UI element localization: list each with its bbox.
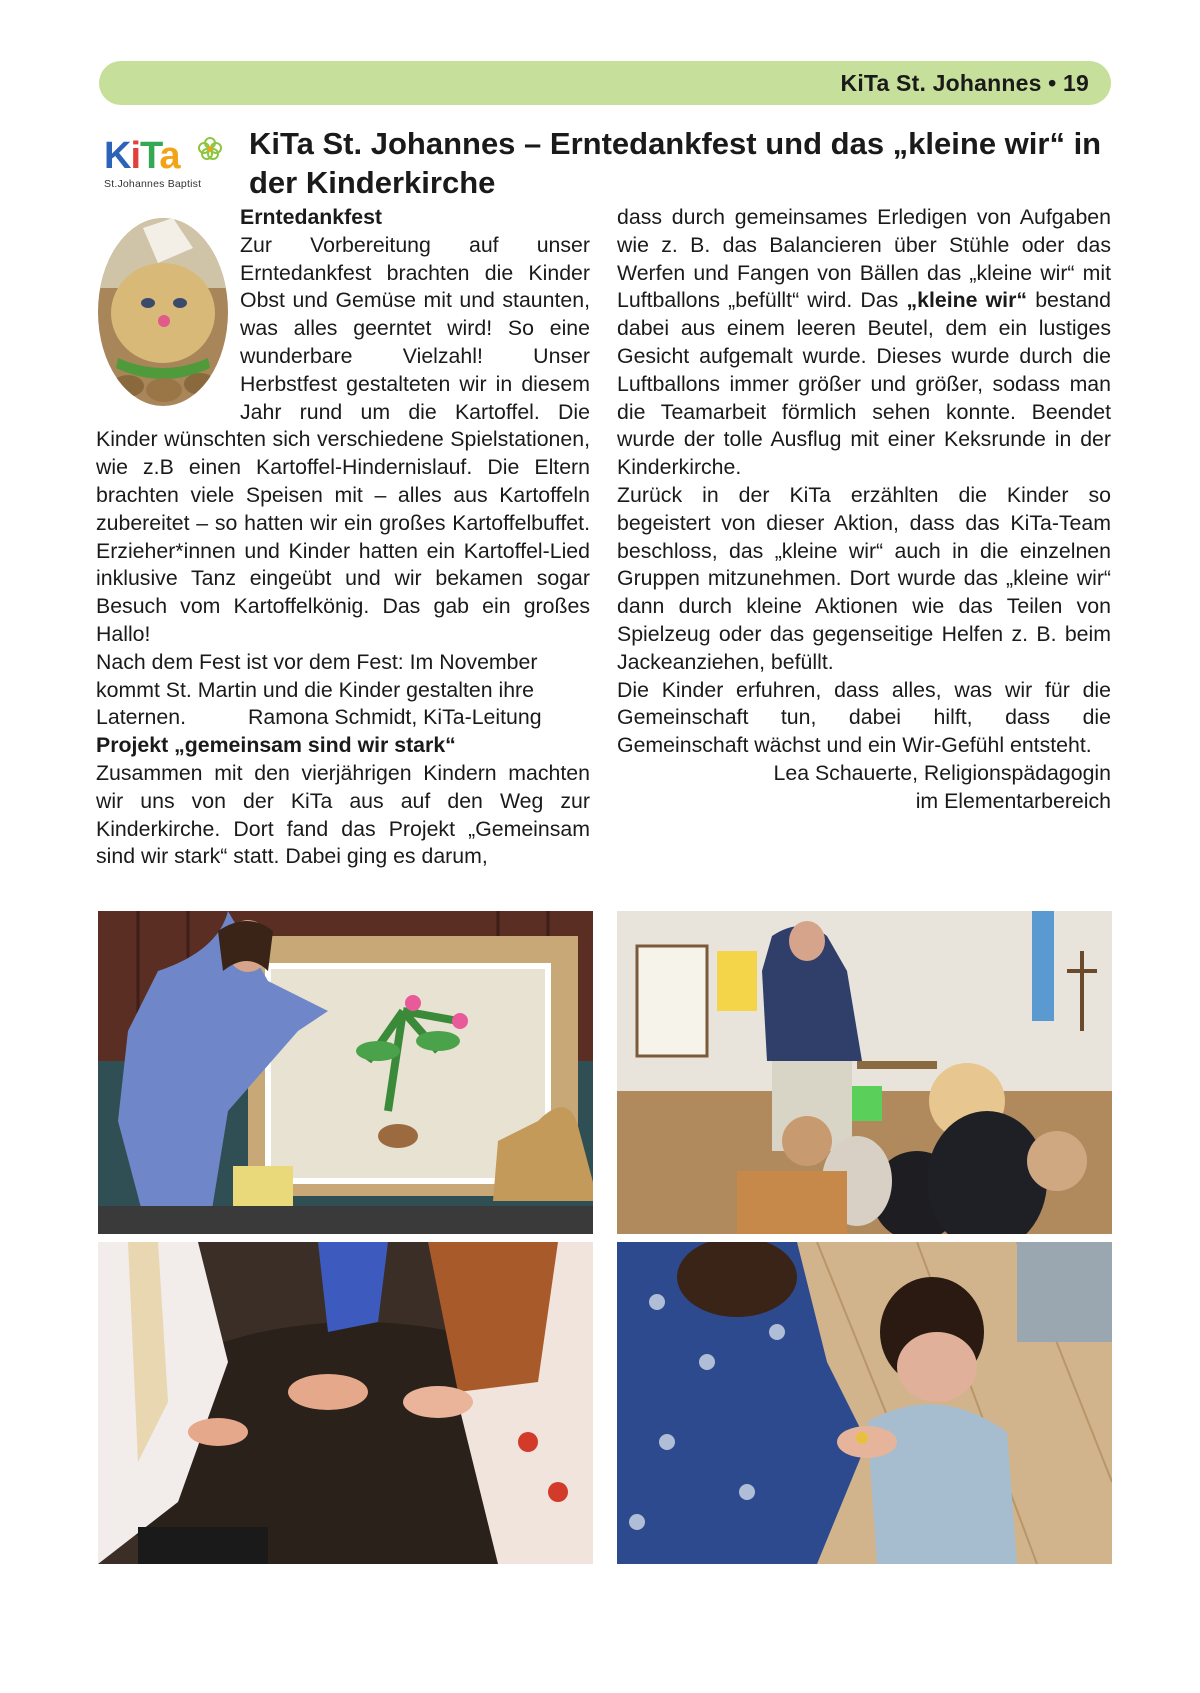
kita-logo-word: KiTa	[104, 135, 180, 177]
signature-role: im Elementarbereich	[915, 788, 1111, 813]
article-column-right	[617, 204, 1111, 816]
photo-potato-poster	[98, 911, 593, 1234]
photo-woman-and-boy	[617, 1242, 1112, 1564]
paragraph-kleine-wir-part2: bestand dabei aus einem leeren Beutel, dem ein lustiges Gesicht aufgemalt wurde. Dieses wurde durch die Luftballons immer größer und größer, sodass man die Teamarbeit förmlich sehen konnte. Beendet wurde der tolle Ausflug mit einer Keksrunde in der Kinderkirche.	[617, 288, 1111, 480]
page-header-bar	[99, 61, 1111, 105]
paragraph-kleine-wir-part1: dass durch gemeinsames Erledigen von Aufgaben wie z. B. das Balancieren über Stühle oder das Werfen und Fangen von Bällen das „kleine wir“ mit Luftballons „befüllt“ wird. Das	[617, 205, 1111, 313]
paragraph-st-martin-text: Nach dem Fest ist vor dem Fest: Im November kommt St. Martin und die Kinder gestalten ihre Laternen.	[96, 649, 538, 730]
image-float-spacer	[96, 204, 240, 426]
photo-church-hall	[617, 911, 1112, 1234]
signature-lea-schauerte: Lea Schauerte, Religionspädagogin	[773, 760, 1111, 785]
signature-ramona-schmidt: Ramona Schmidt, KiTa-Leitung	[248, 705, 542, 730]
paragraph-st-martin	[96, 649, 590, 732]
photo-children-planting	[98, 1242, 593, 1564]
section-heading-erntedankfest: Erntedankfest	[240, 205, 383, 229]
article-title: KiTa St. Johannes – Erntedankfest und das „kleine wir“ in der Kinderkirche	[249, 126, 1102, 200]
paragraph-gemeinschaft: Die Kinder erfuhren, dass alles, was wir für die Gemeinschaft tun, dabei hilft, dass die Gemeinschaft wächst und ein Wir-Gefühl entsteht.	[617, 677, 1111, 758]
kita-logo-subtitle: St.Johannes Baptist	[104, 178, 202, 190]
kleine-wir-bold: „kleine wir“	[906, 288, 1028, 313]
paragraph-erntedankfest: Zur Vorbereitung auf unser Erntedankfest brachten die Kinder Obst und Gemüse mit und staunten, was alles geerntet wird! So eine wunderbare Vielzahl! Unser Herbstfest gestalteten wir in diesem Jahr rund um die Kartoffel. Die Kinder wünschten sich verschiedene Spielstationen, wie z.B einen Kartoffel-Hindernislauf. Die Eltern brachten viele Speisen mit – alles aus Kartoffeln zubereitet – so hatten wir ein großes Kartoffelbuffet. Erzieher*innen und Kinder hatten ein Kartoffel-Lied inklusive Tanz eingeübt und wir bekamen sogar Besuch vom Kartoffelkönig. Das gab ein großes Hallo!	[96, 232, 590, 646]
paragraph-kleine-wir	[617, 204, 1111, 482]
paragraph-projekt: Zusammen mit den vierjährigen Kindern machten wir uns von der KiTa aus auf den Weg zur Kinderkirche. Dort fand das Projekt „Gemeinsam sind wir stark“ statt. Dabei ging es darum,	[96, 760, 590, 869]
section-heading-projekt: Projekt „gemeinsam sind wir stark“	[96, 733, 456, 758]
article-column-left	[96, 204, 590, 871]
kita-logo	[104, 136, 224, 192]
page-header-text: KiTa St. Johannes • 19	[840, 70, 1089, 96]
flower-icon	[194, 134, 226, 166]
paragraph-zurueck-in-der-kita: Zurück in der KiTa erzählten die Kinder so begeistert von dieser Aktion, dass das KiTa-Team beschloss, das „kleine wir“ auch in die einzelnen Gruppen mitzunehmen. Dort wurde das „kleine wir“ dann durch kleine Aktionen wie das Teilen von Spielzeug oder das gegenseitige Helfen z. B. beim Jackeanziehen, befüllt.	[617, 482, 1111, 674]
